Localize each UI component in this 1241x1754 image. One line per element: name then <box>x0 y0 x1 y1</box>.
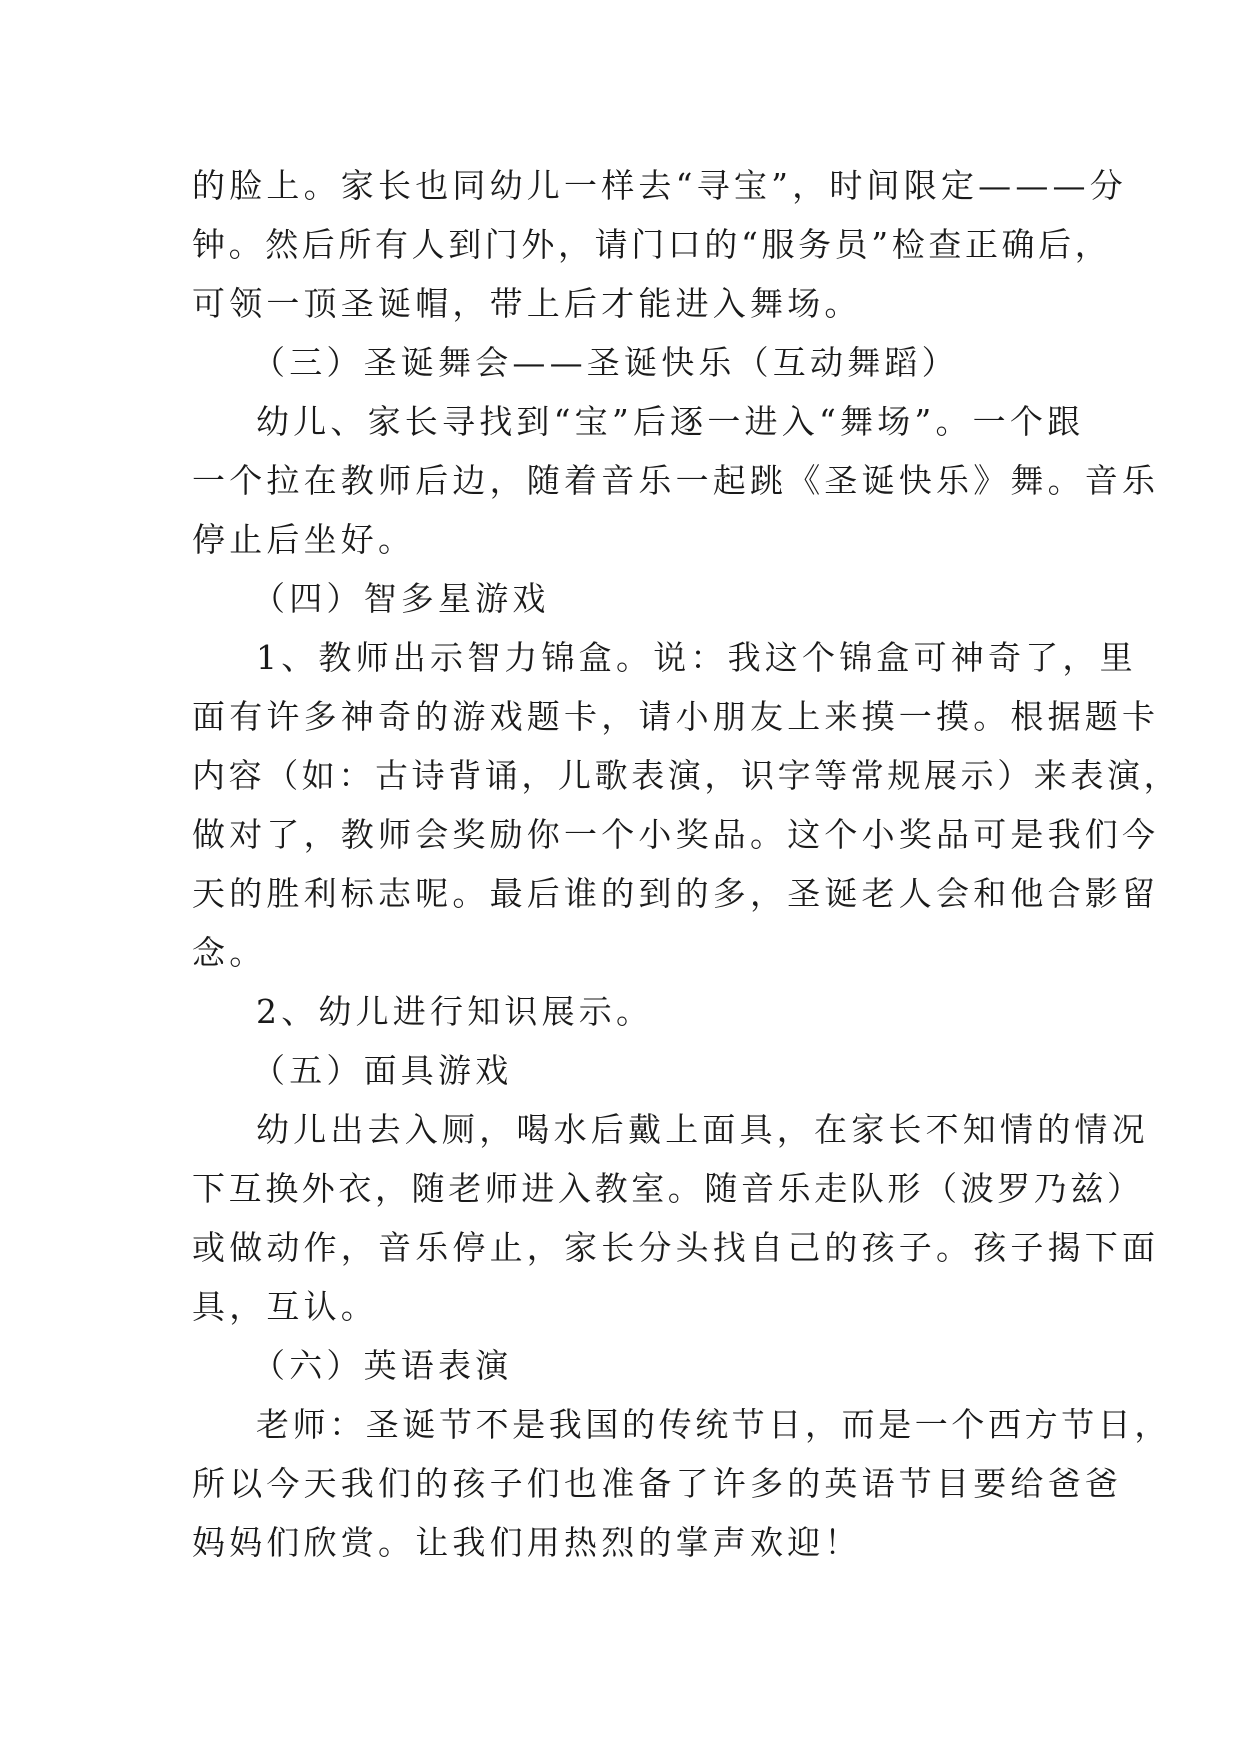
paragraph-line: 念。 <box>192 933 267 972</box>
section-heading: （六）英语表演 <box>252 1346 513 1385</box>
paragraph-line: 停止后坐好。 <box>192 520 416 559</box>
section-heading: （五）面具游戏 <box>252 1051 513 1090</box>
paragraph-line: 所以今天我们的孩子们也准备了许多的英语节目要给爸爸 <box>192 1464 1122 1503</box>
paragraph-line: 面有许多神奇的游戏题卡，请小朋友上来摸一摸。根据题卡 <box>192 697 1160 736</box>
paragraph-line: 幼儿、家长寻找到“宝”后逐一进入“舞场”。一个跟 <box>256 402 1085 441</box>
paragraph-line: 妈妈们欣赏。让我们用热烈的掌声欢迎！ <box>192 1523 862 1562</box>
paragraph-line: 幼儿出去入厕，喝水后戴上面具，在家长不知情的情况 <box>256 1110 1149 1149</box>
paragraph-line: 具，互认。 <box>192 1287 378 1326</box>
paragraph-line: 下互换外衣，随老师进入教室。随音乐走队形（波罗乃兹） <box>192 1169 1144 1208</box>
paragraph-line: 1、教师出示智力锦盒。说：我这个锦盒可神奇了，里 <box>256 638 1137 677</box>
paragraph-line: 内容（如：古诗背诵，儿歌表演，识字等常规展示）来表演， <box>192 756 1181 795</box>
paragraph-line: 或做动作，音乐停止，家长分头找自己的孩子。孩子揭下面 <box>192 1228 1160 1267</box>
paragraph-line: 一个拉在教师后边，随着音乐一起跳《圣诞快乐》舞。音乐 <box>192 461 1160 500</box>
paragraph-line: 天的胜利标志呢。最后谁的到的多，圣诞老人会和他合影留 <box>192 874 1160 913</box>
paragraph-line: 做对了，教师会奖励你一个小奖品。这个小奖品可是我们今 <box>192 815 1160 854</box>
paragraph-line: 可领一顶圣诞帽，带上后才能进入舞场。 <box>192 284 862 323</box>
paragraph-line: 老师：圣诞节不是我国的传统节日，而是一个西方节日， <box>256 1405 1171 1444</box>
paragraph-line: 的脸上。家长也同幼儿一样去“寻宝”，时间限定———分 <box>192 166 1127 205</box>
paragraph-line: 钟。然后所有人到门外，请门口的“服务员”检查正确后， <box>192 225 1112 264</box>
paragraph-line: 2、幼儿进行知识展示。 <box>256 992 654 1031</box>
section-heading: （四）智多星游戏 <box>252 579 550 618</box>
section-heading: （三）圣诞舞会——圣诞快乐（互动舞蹈） <box>252 343 959 382</box>
